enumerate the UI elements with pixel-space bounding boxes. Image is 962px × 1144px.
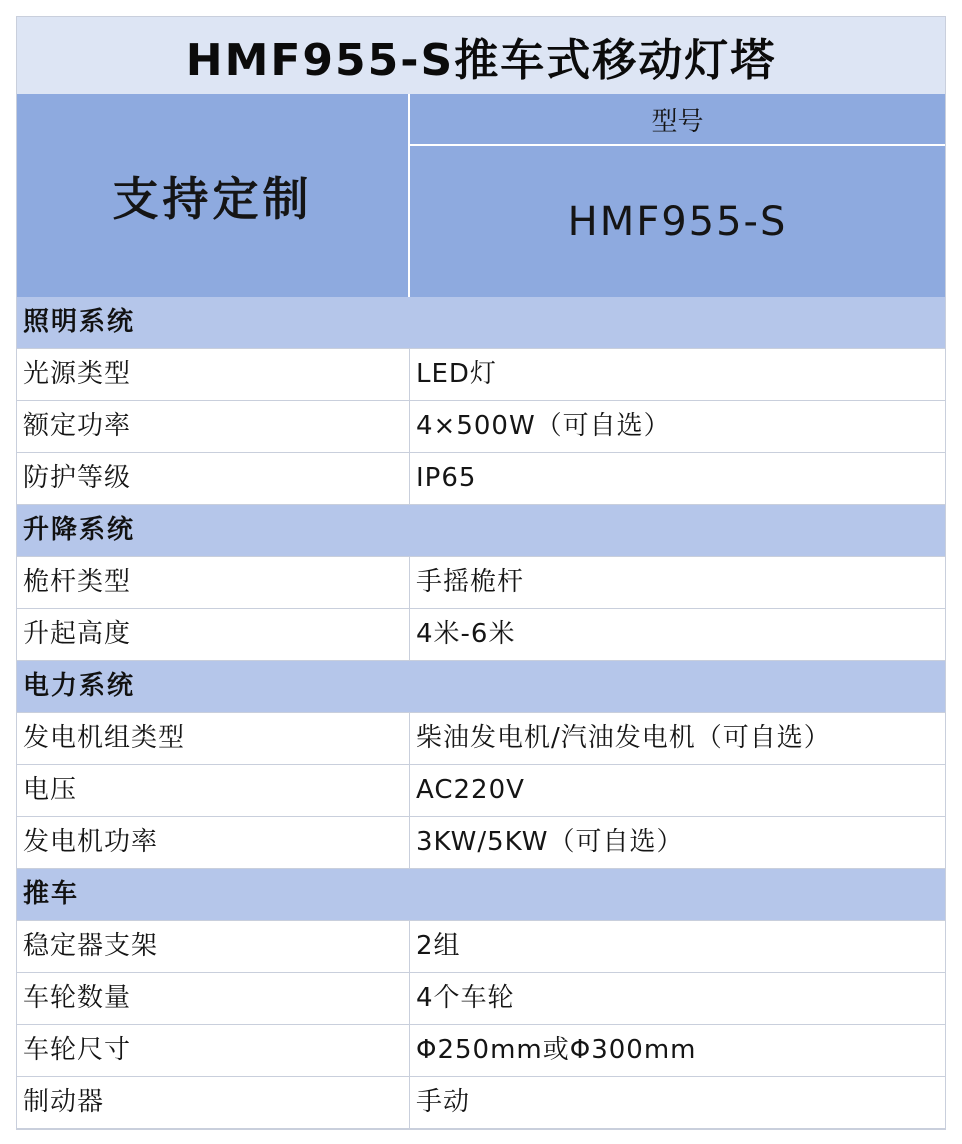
row-key: 额定功率 — [17, 401, 410, 452]
table-row — [17, 1025, 945, 1077]
row-key: 防护等级 — [17, 453, 410, 504]
row-value: IP65 — [416, 463, 477, 493]
table-header — [17, 94, 945, 297]
row-value: AC220V — [416, 775, 525, 805]
row-value: 手摇桅杆 — [416, 567, 525, 597]
table-row — [17, 557, 945, 609]
row-value: 4×500W（可自选） — [416, 411, 671, 441]
model-label: 型号 — [410, 94, 945, 146]
table-row — [17, 921, 945, 973]
row-key: 桅杆类型 — [17, 557, 410, 608]
section-header: 电力系统 — [17, 661, 945, 713]
row-key: 发电机功率 — [17, 817, 410, 868]
row-key: 稳定器支架 — [17, 921, 410, 972]
row-key: 车轮尺寸 — [17, 1025, 410, 1076]
row-key: 升起高度 — [17, 609, 410, 660]
row-value: 3KW/5KW（可自选） — [416, 827, 684, 857]
row-key: 电压 — [17, 765, 410, 816]
customization-label: 支持定制 — [17, 94, 410, 297]
row-key: 发电机组类型 — [17, 713, 410, 764]
row-value: 柴油发电机/汽油发电机（可自选） — [416, 723, 831, 753]
spec-rows — [17, 297, 945, 1129]
row-value: 2组 — [416, 931, 461, 961]
table-row — [17, 609, 945, 661]
row-value: 4米-6米 — [416, 619, 516, 649]
table-row — [17, 713, 945, 765]
row-value: 手动 — [416, 1087, 471, 1117]
section-header: 推车 — [17, 869, 945, 921]
row-value: LED灯 — [416, 359, 497, 389]
row-value: Φ250mm或Φ300mm — [416, 1035, 697, 1065]
row-value: 4个车轮 — [416, 983, 515, 1013]
page-title: HMF955-S推车式移动灯塔 — [17, 17, 945, 94]
spec-table — [16, 16, 946, 1130]
row-key: 光源类型 — [17, 349, 410, 400]
table-row — [17, 765, 945, 817]
table-row — [17, 1077, 945, 1129]
row-key: 车轮数量 — [17, 973, 410, 1024]
table-row — [17, 453, 945, 505]
row-key: 制动器 — [17, 1077, 410, 1128]
table-row — [17, 817, 945, 869]
table-row — [17, 973, 945, 1025]
model-value: HMF955-S — [567, 198, 788, 245]
section-header: 照明系统 — [17, 297, 945, 349]
section-header: 升降系统 — [17, 505, 945, 557]
table-row — [17, 349, 945, 401]
table-row — [17, 401, 945, 453]
